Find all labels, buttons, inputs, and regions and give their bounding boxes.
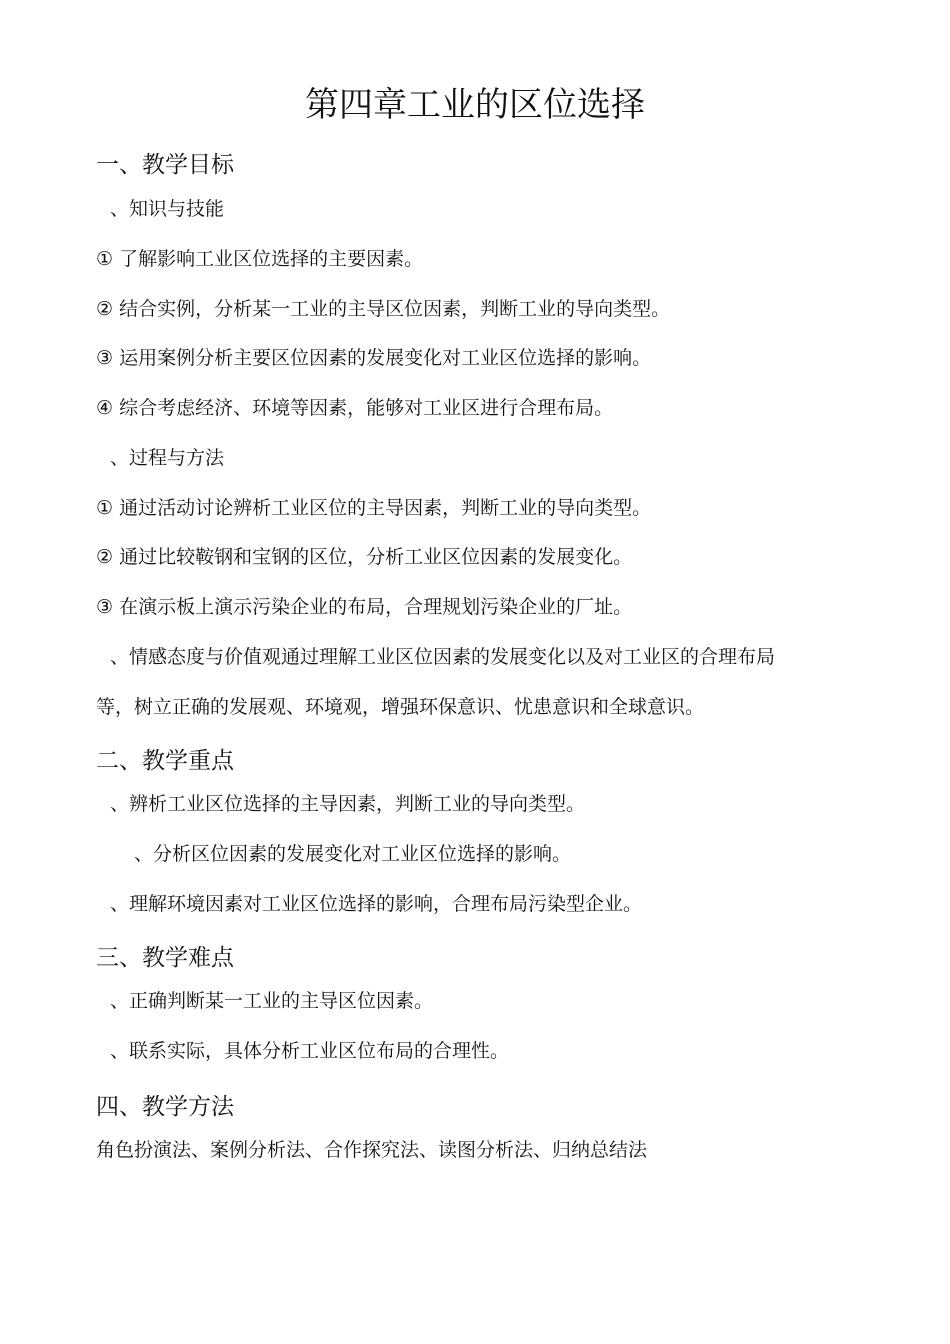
list-item: ② 结合实例，分析某一工业的主导区位因素，判断工业的导向类型。 bbox=[96, 298, 671, 320]
list-item: 、联系实际，具体分析工业区位布局的合理性。 bbox=[110, 1040, 510, 1062]
list-item: ① 通过活动讨论辨析工业区位的主导因素，判断工业的导向类型。 bbox=[96, 497, 652, 519]
page-title: 第四章工业的区位选择 bbox=[305, 85, 645, 125]
subheading-process-methods: 、过程与方法 bbox=[110, 447, 225, 469]
list-item: 、理解环境因素对工业区位选择的影响，合理布局污染型企业。 bbox=[110, 893, 643, 915]
subheading-knowledge-skills: 、知识与技能 bbox=[110, 198, 225, 220]
paragraph-attitude-line2: 等，树立正确的发展观、环境观，增强环保意识、忧患意识和全球意识。 bbox=[96, 696, 705, 718]
list-item: ④ 综合考虑经济、环境等因素，能够对工业区进行合理布局。 bbox=[96, 397, 614, 419]
section-heading-methods: 四、教学方法 bbox=[96, 1094, 234, 1120]
list-item: 、分析区位因素的发展变化对工业区位选择的影响。 bbox=[134, 843, 572, 865]
list-item: ② 通过比较鞍钢和宝钢的区位，分析工业区位因素的发展变化。 bbox=[96, 546, 633, 568]
section-heading-difficulties: 三、教学难点 bbox=[96, 945, 234, 971]
paragraph-attitude-line1: 、情感态度与价值观通过理解工业区位因素的发展变化以及对工业区的合理布局 bbox=[110, 646, 776, 668]
methods-text: 角色扮演法、案例分析法、合作探究法、读图分析法、归纳总结法 bbox=[96, 1139, 648, 1161]
list-item: 、辨析工业区位选择的主导因素，判断工业的导向类型。 bbox=[110, 793, 586, 815]
section-heading-objectives: 一、教学目标 bbox=[96, 152, 234, 178]
list-item: ③ 运用案例分析主要区位因素的发展变化对工业区位选择的影响。 bbox=[96, 347, 652, 369]
list-item: 、正确判断某一工业的主导区位因素。 bbox=[110, 990, 434, 1012]
list-item: ① 了解影响工业区位选择的主要因素。 bbox=[96, 248, 424, 270]
list-item: ③ 在演示板上演示污染企业的布局，合理规划污染企业的厂址。 bbox=[96, 596, 633, 618]
section-heading-key-points: 二、教学重点 bbox=[96, 748, 234, 774]
